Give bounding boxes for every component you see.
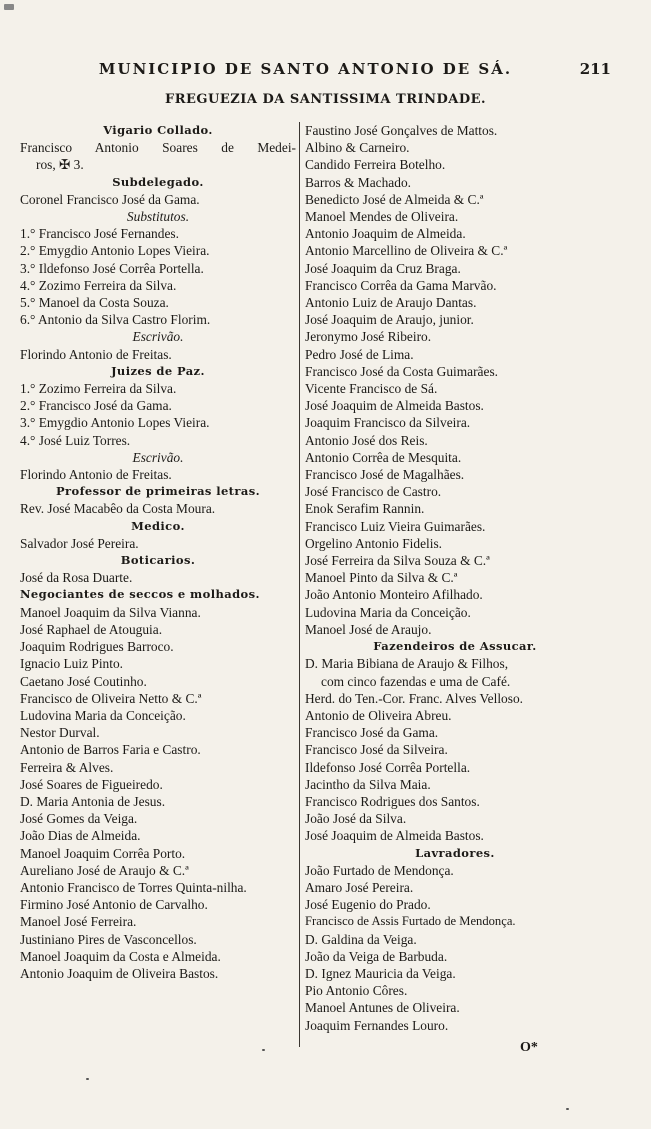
list-item: Ignacio Luiz Pinto.	[20, 656, 124, 672]
list-item: Ferreira & Alves.	[20, 759, 114, 775]
subdelegado-heading: Subdelegado.	[112, 174, 204, 189]
list-item: Ludovina Maria da Conceição.	[20, 707, 186, 723]
medico-name: Salvador José Pereira.	[20, 535, 139, 551]
escrivao-heading-2: Escrivão.	[132, 449, 184, 465]
list-item: 1.° Francisco José Fernandes.	[20, 226, 179, 242]
left-column	[20, 122, 296, 982]
list-item: Ludovina Maria da Conceição.	[305, 604, 471, 620]
list-item: Pedro José de Lima.	[305, 346, 414, 362]
vigario-heading: Vigario Collado.	[103, 123, 213, 137]
ink-speck	[566, 1108, 569, 1110]
list-item: Antonio Marcellino de Oliveira & C.ª	[305, 243, 508, 259]
list-item: José Ferreira da Silva Souza & C.ª	[305, 553, 490, 569]
list-item-continuation: com cinco fazendas e uma de Café.	[321, 673, 511, 689]
list-item: José Francisco de Castro.	[305, 484, 442, 500]
list-item: 4.° José Luiz Torres.	[20, 432, 131, 448]
list-item: Candido Ferreira Botelho.	[305, 157, 446, 173]
list-item: Orgelino Antonio Fidelis.	[305, 535, 443, 551]
vigario-line-1: Francisco Antonio Soares de Medei-	[20, 140, 296, 156]
list-item: Manoel Pinto da Silva & C.ª	[305, 570, 458, 586]
escrivao-heading: Escrivão.	[132, 329, 184, 345]
list-item: Enok Serafim Rannin.	[305, 501, 425, 517]
medico-heading: Medico.	[131, 518, 185, 533]
list-item: Antonio de Oliveira Abreu.	[305, 707, 452, 723]
running-title: MUNICIPIO DE SANTO ANTONIO DE SÁ.	[98, 60, 513, 78]
list-item: 3.° Ildefonso José Corrêa Portella.	[20, 260, 204, 276]
list-item: Antonio Joaquim de Oliveira Bastos.	[20, 965, 219, 981]
list-item: Joaquim Francisco da Silveira.	[305, 415, 471, 431]
list-item: José Soares de Figueiredo.	[20, 776, 163, 792]
vigario-line-2: ros, ✠ 3.	[36, 157, 84, 173]
list-item: João Furtado de Mendonça.	[305, 862, 454, 878]
ink-speck	[262, 1049, 265, 1051]
list-item: José Gomes da Veiga.	[20, 811, 138, 827]
list-item: Antonio Corrêa de Mesquita.	[305, 449, 462, 465]
escrivao-name-2: Florindo Antonio de Freitas.	[20, 467, 172, 483]
list-item: Manoel José de Araujo.	[305, 621, 432, 637]
list-item: Manoel José Ferreira.	[20, 914, 137, 930]
list-item: José Eugenio do Prado.	[305, 897, 431, 913]
list-item: Faustino José Gonçalves de Mattos.	[305, 123, 498, 138]
list-item: Francisco de Assis Furtado de Mendonça.	[305, 914, 516, 929]
list-item: Francisco de Oliveira Netto & C.ª	[20, 690, 202, 706]
list-item: Nestor Durval.	[20, 725, 100, 741]
juizes-heading: Juizes de Paz.	[111, 363, 205, 378]
list-item: D. Ignez Mauricia da Veiga.	[305, 965, 456, 981]
parish-heading: FREGUEZIA DA SANTISSIMA TRINDADE.	[164, 92, 487, 107]
substitutos-heading: Substitutos.	[126, 209, 190, 225]
running-head	[60, 60, 611, 80]
list-item: Benedicto José de Almeida & C.ª	[305, 191, 484, 207]
list-item: 3.° Emygdio Antonio Lopes Vieira.	[20, 415, 210, 431]
page-number: 211	[579, 60, 611, 78]
list-item: Francisco Corrêa da Gama Marvão.	[305, 277, 497, 293]
list-item: Albino & Carneiro.	[305, 140, 410, 156]
list-item: Justiniano Pires de Vasconcellos.	[20, 931, 197, 947]
list-item: Antonio Francisco de Torres Quinta-nilha.	[20, 879, 247, 895]
list-item: 6.° Antonio da Silva Castro Florim.	[20, 312, 211, 328]
list-item: Francisco Rodrigues dos Santos.	[305, 793, 480, 809]
list-item: José Joaquim de Almeida Bastos.	[305, 398, 484, 414]
list-item: 5.° Manoel da Costa Souza.	[20, 295, 169, 311]
negociantes-heading: Negociantes de seccos e molhados.	[20, 587, 260, 602]
signature-mark: O*	[520, 1040, 538, 1055]
list-item: 1.° Zozimo Ferreira da Silva.	[20, 381, 177, 397]
list-item: Pio Antonio Côres.	[305, 983, 408, 999]
list-item: Antonio José dos Reis.	[305, 432, 428, 448]
boticarios-heading: Boticarios.	[120, 553, 196, 568]
list-item: João da Veiga de Barbuda.	[305, 948, 448, 964]
escrivao-name: Florindo Antonio de Freitas.	[20, 346, 172, 362]
list-item: José Joaquim de Araujo, junior.	[305, 312, 474, 328]
list-item: João Antonio Monteiro Afilhado.	[305, 587, 483, 603]
list-item: D. Maria Bibiana de Araujo & Filhos,	[305, 656, 509, 672]
list-item: Francisco José de Magalhães.	[305, 467, 465, 483]
list-item: Joaquim Fernandes Louro.	[305, 1017, 449, 1033]
ink-speck	[86, 1078, 89, 1080]
list-item: Firmino José Antonio de Carvalho.	[20, 897, 208, 913]
professor-name: Rev. José Macabêo da Costa Moura.	[20, 501, 216, 517]
right-column	[305, 122, 605, 1034]
list-item: Manoel Joaquim da Costa e Almeida.	[20, 948, 221, 964]
list-item: 4.° Zozimo Ferreira da Silva.	[20, 277, 177, 293]
list-item: Aureliano José de Araujo & C.ª	[20, 862, 189, 878]
list-item: Jacintho da Silva Maia.	[305, 776, 431, 792]
list-item: Antonio Luiz de Araujo Dantas.	[305, 295, 477, 311]
list-item: 2.° Emygdio Antonio Lopes Vieira.	[20, 243, 210, 259]
list-item: José Raphael de Atouguia.	[20, 621, 163, 637]
subdelegado-name: Coronel Francisco José da Gama.	[20, 191, 200, 207]
list-item: Caetano José Coutinho.	[20, 673, 147, 689]
fazendeiros-heading: Fazendeiros de Assucar.	[373, 639, 537, 654]
list-item: Manoel Joaquim da Silva Vianna.	[20, 604, 201, 620]
professor-heading: Professor de primeiras letras.	[56, 484, 260, 499]
list-item: Francisco José da Silveira.	[305, 742, 448, 758]
lavradores-heading: Lavradores.	[415, 845, 495, 860]
list-item: João Dias de Almeida.	[20, 828, 141, 844]
list-item: 2.° Francisco José da Gama.	[20, 398, 172, 414]
list-item: Manoel Antunes de Oliveira.	[305, 1000, 460, 1016]
list-item: Francisco José da Gama.	[305, 725, 439, 741]
list-item: Joaquim Rodrigues Barroco.	[20, 639, 174, 655]
list-item: Francisco Luiz Vieira Guimarães.	[305, 518, 486, 534]
list-item: Amaro José Pereira.	[305, 879, 414, 895]
list-item: João José da Silva.	[305, 811, 407, 827]
list-item: José Joaquim da Cruz Braga.	[305, 260, 461, 276]
column-divider	[299, 122, 300, 1047]
list-item: Francisco José da Costa Guimarães.	[305, 363, 499, 379]
boticario-name: José da Rosa Duarte.	[20, 570, 133, 586]
ink-speck	[4, 4, 14, 10]
list-item: D. Galdina da Veiga.	[305, 931, 417, 947]
list-item: José Joaquim de Almeida Bastos.	[305, 828, 484, 844]
list-item: Manoel Mendes de Oliveira.	[305, 209, 459, 225]
list-item: Manoel Joaquim Corrêa Porto.	[20, 845, 186, 861]
list-item: Barros & Machado.	[305, 174, 411, 190]
list-item: Vicente Francisco de Sá.	[305, 381, 438, 397]
list-item: Antonio Joaquim de Almeida.	[305, 226, 466, 242]
list-item: D. Maria Antonia de Jesus.	[20, 793, 166, 809]
list-item: Antonio de Barros Faria e Castro.	[20, 742, 201, 758]
list-item: Ildefonso José Corrêa Portella.	[305, 759, 471, 775]
list-item: Jeronymo José Ribeiro.	[305, 329, 432, 345]
list-item: Herd. do Ten.-Cor. Franc. Alves Velloso.	[305, 690, 524, 706]
